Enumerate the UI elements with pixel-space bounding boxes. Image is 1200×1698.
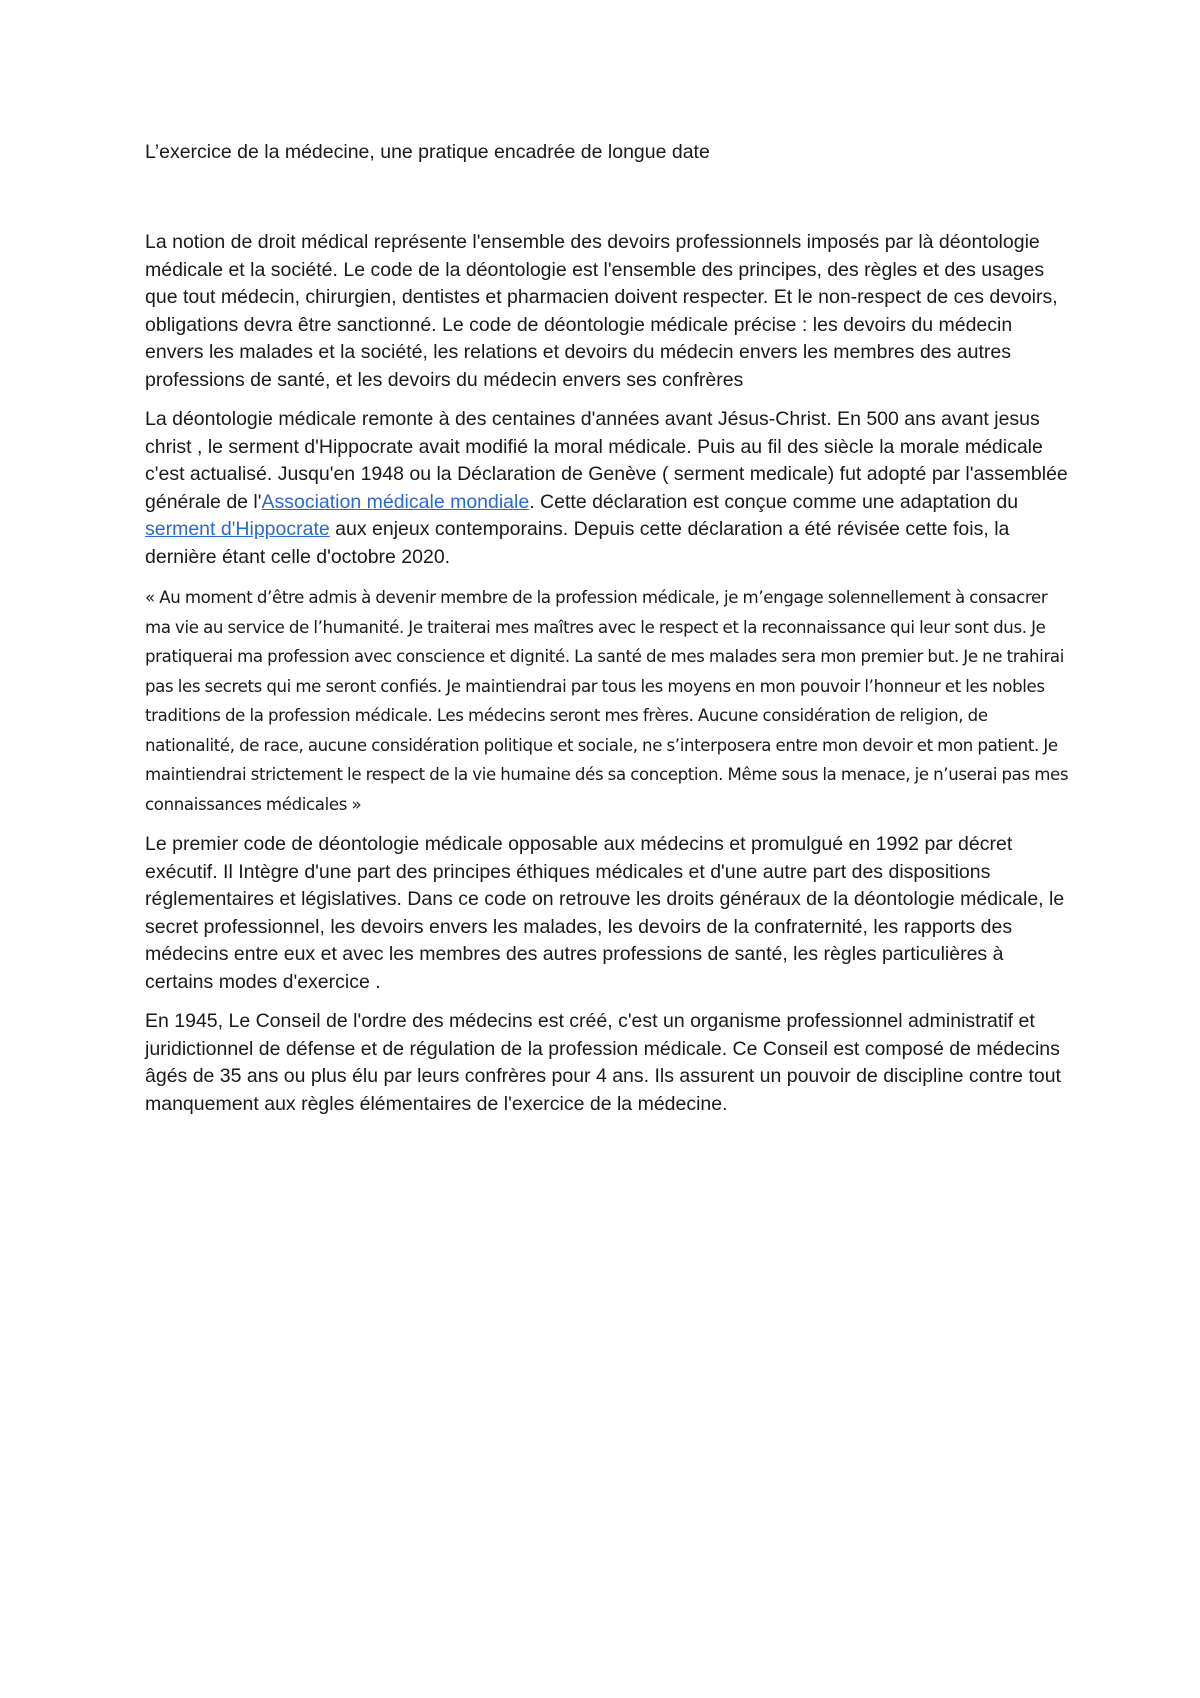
paragraph-text: La déontologie médicale remonte à des centaines d'années avant Jésus-Christ. En 500 ans avant jesus christ , le serment d'Hippocrate avait modifié la moral médicale. Puis au fil des siècle la morale médicale c'est actualisé. Jusqu'en 1948 ou la Déclaration de Genève ( serment medicale) fut adopté par l'assemblée générale de l' — [145, 408, 1068, 513]
paragraph-text: aux enjeux contemporains. Depuis cette déclaration a été révisée cette fois, la dernière étant celle d'octobre 2020. — [145, 518, 1010, 568]
paragraph-droit-medical: La notion de droit médical représente l'ensemble des devoirs professionnels imposés par là déontologie médicale et la société. Le code de la déontologie est l'ensemble des principes, des règles et des usages que tout médecin, chirurgien, dentistes et pharmacien doivent respecter. Et le non-respect de ces devoirs, obligations devra être sanctionné. Le code de déontologie médicale précise : les devoirs du médecin envers les malades et la société, les relations et devoirs du médecin envers les membres des autres professions de santé, et les devoirs du médecin envers ses confrères — [145, 231, 1058, 391]
oath-quote: « Au moment d’être admis à devenir membre de la profession médicale, je m’engage solennellement à consacrer ma vie au service de l’humanité. Je traiterai mes maîtres avec le respect et la reconnaissance qui leur sont dus. Je pratiquerai ma profession avec conscience et dignité. La santé de mes malades sera mon premier but. Je ne trahirai pas les secrets qui me seront confiés. Je maintiendrai par tous les moyens en mon pouvoir l’honneur et les nobles traditions de la profession médicale. Les médecins seront mes frères. Aucune considération de religion, de nationalité, de race, aucune considération politique et sociale, ne s’interposera entre mon devoir et mon patient. Je maintiendrai strictement le respect de la vie humaine dés sa conception. Même sous la menace, je n’userai pas mes connaissances médicales » — [145, 588, 1069, 814]
link-association-medicale-mondiale[interactable]: Association médicale mondiale — [261, 490, 530, 513]
paragraph-conseil-ordre: En 1945, Le Conseil de l'ordre des médecins est créé, c'est un organisme professionnel administratif et juridictionnel de défense et de régulation de la profession médicale. Ce Conseil est composé de médecins âgés de 35 ans ou plus élu par leurs confrères pour 4 ans. Ils assurent un pouvoir de discipline contre tout manquement aux règles élémentaires de l'exercice de la médecine. — [145, 1010, 1061, 1115]
paragraph-deontologie-history — [145, 406, 1075, 571]
paragraph-text: . Cette déclaration est conçue comme une adaptation du — [529, 490, 1019, 513]
document-page — [145, 138, 1075, 1130]
paragraph-code-1992: Le premier code de déontologie médicale opposable aux médecins et promulgué en 1992 par décret exécutif. Il Intègre d'une part des principes éthiques médicales et d'une autre part des dispositions réglementaires et législatives. Dans ce code on retrouve les droits généraux de la déontologie médicale, le secret professionnel, les devoirs envers les malades, les devoirs de la confraternité, les rapports des médecins entre eux et avec les membres des autres professions de santé, les règles particulières à certains modes d'exercice . — [145, 833, 1065, 993]
link-serment-hippocrate[interactable]: serment d'Hippocrate — [145, 518, 330, 540]
document-title: L’exercice de la médecine, une pratique encadrée de longue date — [145, 141, 710, 163]
